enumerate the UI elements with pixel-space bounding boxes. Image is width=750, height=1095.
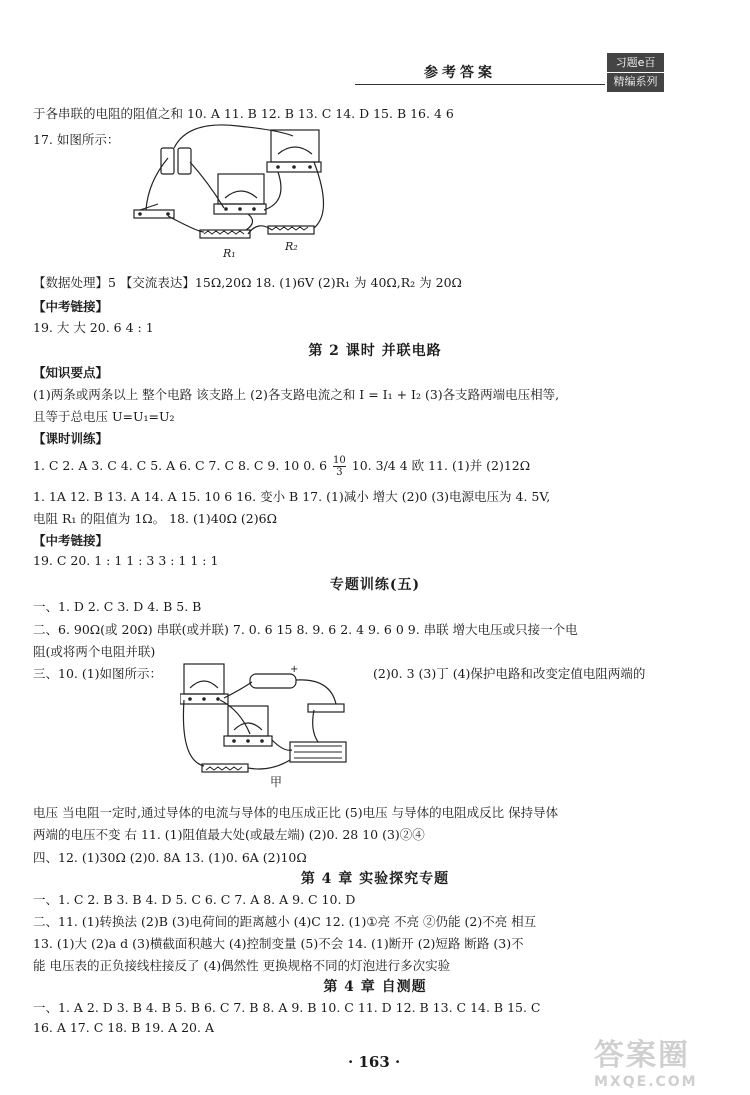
experiment-part-1: 一、1. C 2. B 3. B 4. D 5. C 6. C 7. A 8. A 9. C 10. D <box>33 892 356 907</box>
series-badge <box>607 53 664 92</box>
experiment-part-2-line-3: 能 电压表的正负接线柱接反了 (4)偶然性 更换规格不同的灯泡进行多次实验 <box>33 958 451 973</box>
topic-part-3-intro: 三、10. (1)如图所示： <box>33 666 163 681</box>
fraction-numerator: 10 <box>333 455 346 466</box>
header-rule <box>355 84 605 85</box>
experiment-part-2-line-1: 二、11. (1)转换法 (2)B (3)电荷间的距离越小 (4)C 12. (1)①亮 不亮 ②仍能 (2)不亮 相互 <box>33 914 537 929</box>
series-badge-line1: 习题e百 <box>607 54 664 73</box>
fraction-denominator: 3 <box>336 467 343 478</box>
lesson-training-heading: 【课时训练】 <box>33 431 109 446</box>
lesson-training-line-1b: 10. 3/4 4 欧 11. (1)并 (2)12Ω <box>351 458 531 473</box>
circuit-figure-1 <box>128 122 338 262</box>
page-header-title: 参考答案 <box>424 65 496 81</box>
self-test-line-2: 16. A 17. C 18. B 19. A 20. A <box>33 1020 214 1035</box>
section-title-parallel-circuit: 第 2 课时 并联电路 <box>308 343 442 359</box>
topic-part-1: 一、1. D 2. C 3. D 4. B 5. B <box>33 599 202 614</box>
resistor-label-r2: R₂ <box>285 240 298 253</box>
lesson-training-line-1a: 1. C 2. A 3. C 4. C 5. A 6. C 7. C 8. C 9. 10 0. 6 <box>33 458 328 473</box>
svg-text:+: + <box>290 664 299 675</box>
topic-part-2-line-2: 阻(或将两个电阻并联) <box>33 644 156 659</box>
experiment-part-2-line-2: 13. (1)大 (2)a d (3)横截面积越大 (4)控制变量 (5)不会 14. (1)断开 (2)短路 断路 (3)不 <box>33 936 524 951</box>
topic-part-3-line-2: 电压 当电阻一定时,通过导体的电流与导体的电压成正比 (5)电压 与导体的电阻成反比 保持导体 <box>33 805 559 820</box>
knowledge-line-2: 且等于总电压 U=U₁=U₂ <box>33 409 175 424</box>
self-test-line-1: 一、1. A 2. D 3. B 4. B 5. B 6. C 7. B 8. A 9. B 10. C 11. D 12. B 13. C 14. B 15. C <box>33 1000 541 1015</box>
lesson-training-line-1 <box>33 455 530 478</box>
answer-line-17: 17. 如图所示： <box>33 132 120 147</box>
resistor-label-r1: R₁ <box>223 247 236 260</box>
lesson-training-line-2: 1. 1A 12. B 13. A 14. A 15. 10 6 16. 变小 B 17. (1)减小 增大 (2)0 (3)电源电压为 4. 5V, <box>33 489 551 504</box>
knowledge-heading: 【知识要点】 <box>33 365 109 380</box>
topic-part-3-line-3: 两端的电压不变 右 11. (1)阻值最大处(或最左端) (2)0. 28 10 (3)②④ <box>33 827 425 842</box>
exam-link-heading-2: 【中考链接】 <box>33 533 109 548</box>
lesson-training-line-3: 电阻 R₁ 的阻值为 1Ω。 18. (1)40Ω (2)6Ω <box>33 511 277 526</box>
watermark-line2: MXQE.COM <box>594 1074 698 1090</box>
topic-part-2-line-1: 二、6. 90Ω(或 20Ω) 串联(或并联) 7. 0. 6 15 8. 9. 6 2. 4 9. 6 0 9. 串联 增大电压或只接一个电 <box>33 622 578 637</box>
answer-line-1: 于各串联的电阻的阻值之和 10. A 11. B 12. B 13. C 14. D 15. B 16. 4 6 <box>33 106 454 121</box>
section-title-experiment-topic: 第 4 章 实验探究专题 <box>300 871 450 887</box>
section-title-self-test: 第 4 章 自测题 <box>323 979 427 995</box>
exam-link-answers-1: 19. 大 大 20. 6 4 : 1 <box>33 320 154 335</box>
exam-link-heading-1: 【中考链接】 <box>33 299 109 314</box>
exam-link-answers-2: 19. C 20. 1 : 1 1 : 3 3 : 1 1 : 1 <box>33 553 219 568</box>
page-number: · 163 · <box>348 1053 401 1071</box>
topic-part-4: 四、12. (1)30Ω (2)0. 8A 13. (1)0. 6A (2)10Ω <box>33 850 307 865</box>
watermark-line1: 答案圈 <box>594 1038 690 1073</box>
circuit-figure-2 <box>180 660 355 790</box>
figure-label-jia: 甲 <box>270 775 283 789</box>
fraction <box>333 455 346 478</box>
knowledge-line-1: (1)两条或两条以上 整个电路 该支路上 (2)各支路电流之和 I = I₁ + I₂ (3)各支路两端电压相等, <box>33 387 560 402</box>
topic-part-3-answers: (2)0. 3 (3)丁 (4)保护电路和改变定值电阻两端的 <box>373 666 646 681</box>
series-badge-line2: 精编系列 <box>613 75 658 88</box>
data-process-line: 【数据处理】5 【交流表达】15Ω,20Ω 18. (1)6V (2)R₁ 为 40Ω,R₂ 为 20Ω <box>33 275 462 290</box>
section-title-topic-training-5: 专题训练(五) <box>329 577 421 593</box>
watermark <box>594 1030 698 1090</box>
